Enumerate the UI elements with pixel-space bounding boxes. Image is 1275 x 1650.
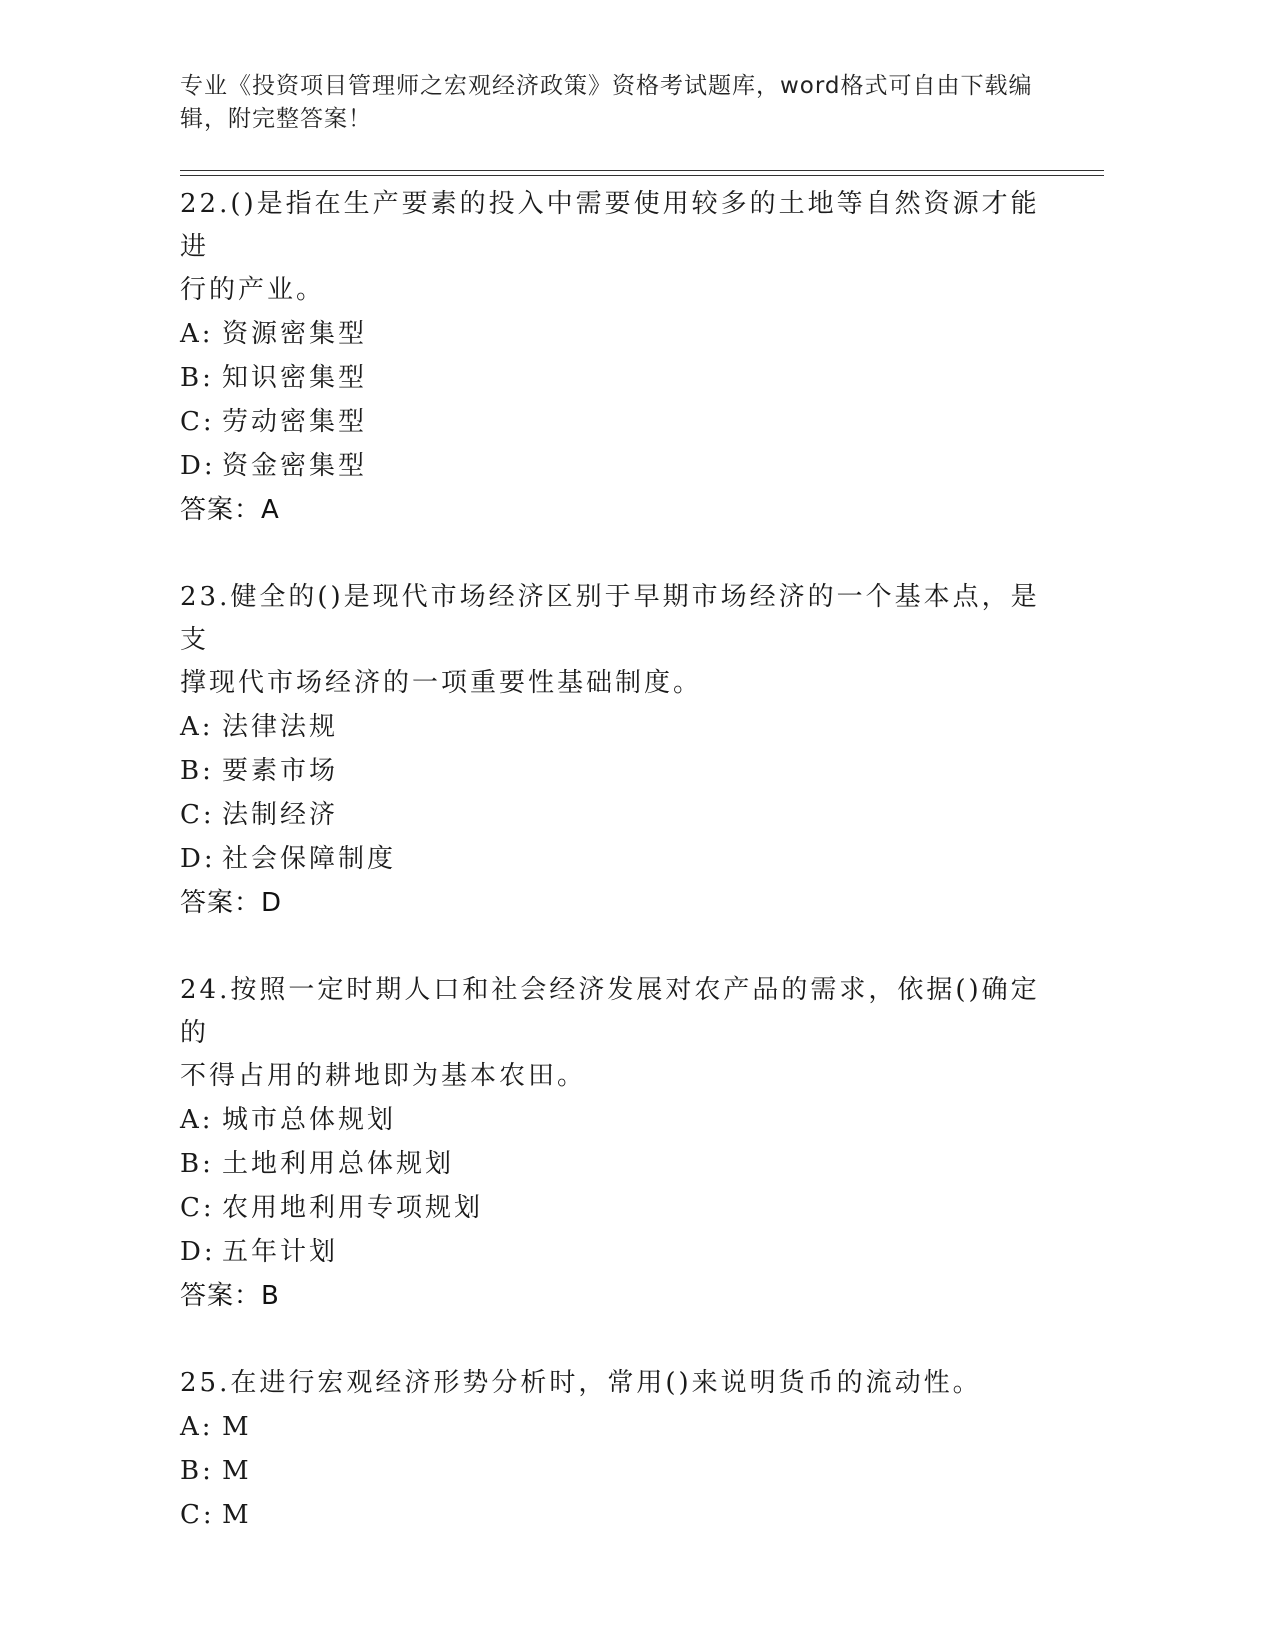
option-text: 法制经济	[222, 800, 339, 830]
spacer	[180, 1318, 1060, 1361]
question-stem-line-2: 行的产业。	[180, 275, 326, 305]
option-text: 农用地利用专项规划	[222, 1193, 484, 1223]
answer-value: B	[261, 1281, 281, 1311]
option-text: M	[222, 1456, 252, 1486]
document-header	[180, 70, 1040, 136]
option-text: 城市总体规划	[222, 1105, 397, 1135]
option-b	[180, 1142, 1060, 1186]
question-stem-line-1: 25.在进行宏观经济形势分析时，常用()来说明货币的流动性。	[180, 1368, 982, 1398]
option-a	[180, 312, 1060, 356]
option-text: 社会保障制度	[222, 844, 397, 874]
option-letter: D:	[180, 1237, 216, 1267]
option-letter: C:	[180, 1500, 215, 1530]
answer-label: 答案：	[180, 495, 262, 525]
option-letter: A:	[180, 712, 214, 742]
option-b	[180, 1449, 1060, 1493]
question-stem-line-1: 22.()是指在生产要素的投入中需要使用较多的土地等自然资源才能进	[180, 189, 1040, 262]
option-letter: D:	[180, 844, 216, 874]
option-text: 要素市场	[222, 756, 339, 786]
question-stem	[180, 1361, 1060, 1405]
question-stem-line-1: 24.按照一定时期人口和社会经济发展对农产品的需求，依据()确定的	[180, 975, 1040, 1048]
header-rule-top	[180, 170, 1104, 171]
answer-line	[180, 488, 1060, 532]
header-line-2: 辑，附完整答案！	[180, 106, 372, 132]
option-c	[180, 1493, 1060, 1537]
question-stem	[180, 968, 1060, 1098]
option-letter: A:	[180, 1412, 214, 1442]
question-stem-line-1: 23.健全的()是现代市场经济区别于早期市场经济的一个基本点，是支	[180, 582, 1040, 655]
answer-value: D	[261, 888, 284, 918]
option-text: 法律法规	[222, 712, 339, 742]
option-letter: C:	[180, 800, 215, 830]
option-letter: B:	[180, 1456, 214, 1486]
option-letter: C:	[180, 407, 215, 437]
option-letter: B:	[180, 363, 214, 393]
answer-value: A	[261, 495, 281, 525]
spacer	[180, 925, 1060, 968]
option-text: 土地利用总体规划	[222, 1149, 455, 1179]
question-24	[180, 968, 1060, 1318]
question-23	[180, 575, 1060, 925]
answer-line	[180, 1274, 1060, 1318]
option-letter: A:	[180, 1105, 214, 1135]
question-stem	[180, 182, 1060, 312]
question-list	[180, 182, 1060, 1537]
option-a	[180, 1405, 1060, 1449]
option-letter: C:	[180, 1193, 215, 1223]
option-a	[180, 1098, 1060, 1142]
question-22	[180, 182, 1060, 532]
option-b	[180, 749, 1060, 793]
option-text: 劳动密集型	[222, 407, 368, 437]
option-a	[180, 705, 1060, 749]
option-d	[180, 444, 1060, 488]
option-c	[180, 400, 1060, 444]
question-25	[180, 1361, 1060, 1537]
option-text: 知识密集型	[222, 363, 368, 393]
option-text: M	[222, 1412, 252, 1442]
option-text: 资金密集型	[222, 451, 368, 481]
option-text: 资源密集型	[222, 319, 368, 349]
option-letter: B:	[180, 1149, 214, 1179]
option-d	[180, 1230, 1060, 1274]
option-d	[180, 837, 1060, 881]
answer-line	[180, 881, 1060, 925]
option-text: 五年计划	[222, 1237, 339, 1267]
option-text: M	[222, 1500, 252, 1530]
option-letter: A:	[180, 319, 214, 349]
question-stem	[180, 575, 1060, 705]
option-letter: D:	[180, 451, 216, 481]
spacer	[180, 532, 1060, 575]
option-b	[180, 356, 1060, 400]
option-c	[180, 793, 1060, 837]
header-rule-bottom	[180, 175, 1104, 176]
question-stem-line-2: 不得占用的耕地即为基本农田。	[180, 1061, 587, 1091]
answer-label: 答案：	[180, 1281, 262, 1311]
question-stem-line-2: 撑现代市场经济的一项重要性基础制度。	[180, 668, 703, 698]
option-c	[180, 1186, 1060, 1230]
answer-label: 答案：	[180, 888, 262, 918]
header-line-1: 专业《投资项目管理师之宏观经济政策》资格考试题库，word格式可自由下载编	[180, 73, 1033, 99]
option-letter: B:	[180, 756, 214, 786]
